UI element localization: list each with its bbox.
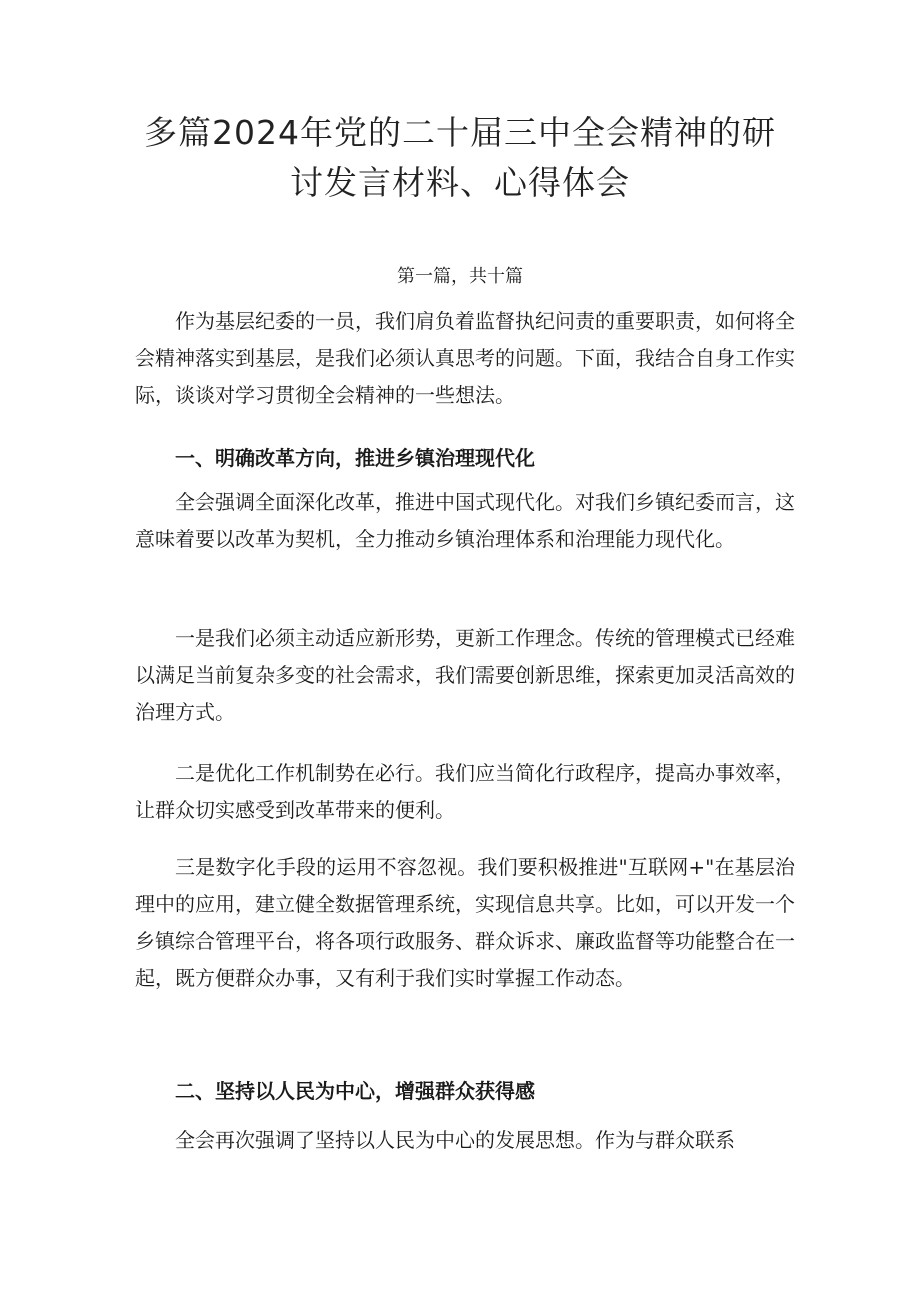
section-heading-2: 二、坚持以人民为中心，增强群众获得感 bbox=[175, 1079, 535, 1103]
intro-paragraph: 作为基层纪委的一员，我们肩负着监督执纪问责的重要职责，如何将全会精神落实到基层，是我们必须认真思考的问题。下面，我结合自身工作实际，谈谈对学习贯彻全会精神的一些想法。 bbox=[135, 309, 795, 407]
paragraph-5: 全会再次强调了坚持以人民为中心的发展思想。作为与群众联系 bbox=[175, 1128, 735, 1152]
part-label: 第一篇，共十篇 bbox=[397, 266, 523, 287]
paragraph-3: 二是优化工作机制势在必行。我们应当简化行政程序，提高办事效率，让群众切实感受到改革带来的便利。 bbox=[135, 761, 795, 822]
section-heading-1: 一、明确改革方向，推进乡镇治理现代化 bbox=[175, 446, 535, 470]
document-title bbox=[140, 108, 780, 208]
paragraph-2: 一是我们必须主动适应新形势，更新工作理念。传统的管理模式已经难以满足当前复杂多变的社会需求，我们需要创新思维，探索更加灵活高效的治理方式。 bbox=[135, 626, 795, 724]
title-line-1: 多篇2024年党的二十届三中全会精神的研 bbox=[144, 113, 776, 152]
paragraph-4: 三是数字化手段的运用不容忽视。我们要积极推进"互联网+"在基层治理中的应用，建立健全数据管理系统，实现信息共享。比如，可以开发一个乡镇综合管理平台，将各项行政服务、群众诉求、廉政监督等功能整合在一起，既方便群众办事，又有利于我们实时掌握工作动态。 bbox=[135, 855, 795, 990]
paragraph-1: 全会强调全面深化改革，推进中国式现代化。对我们乡镇纪委而言，这意味着要以改革为契机，全力推动乡镇治理体系和治理能力现代化。 bbox=[135, 490, 795, 551]
title-line-2: 讨发言材料、心得体会 bbox=[290, 163, 630, 202]
